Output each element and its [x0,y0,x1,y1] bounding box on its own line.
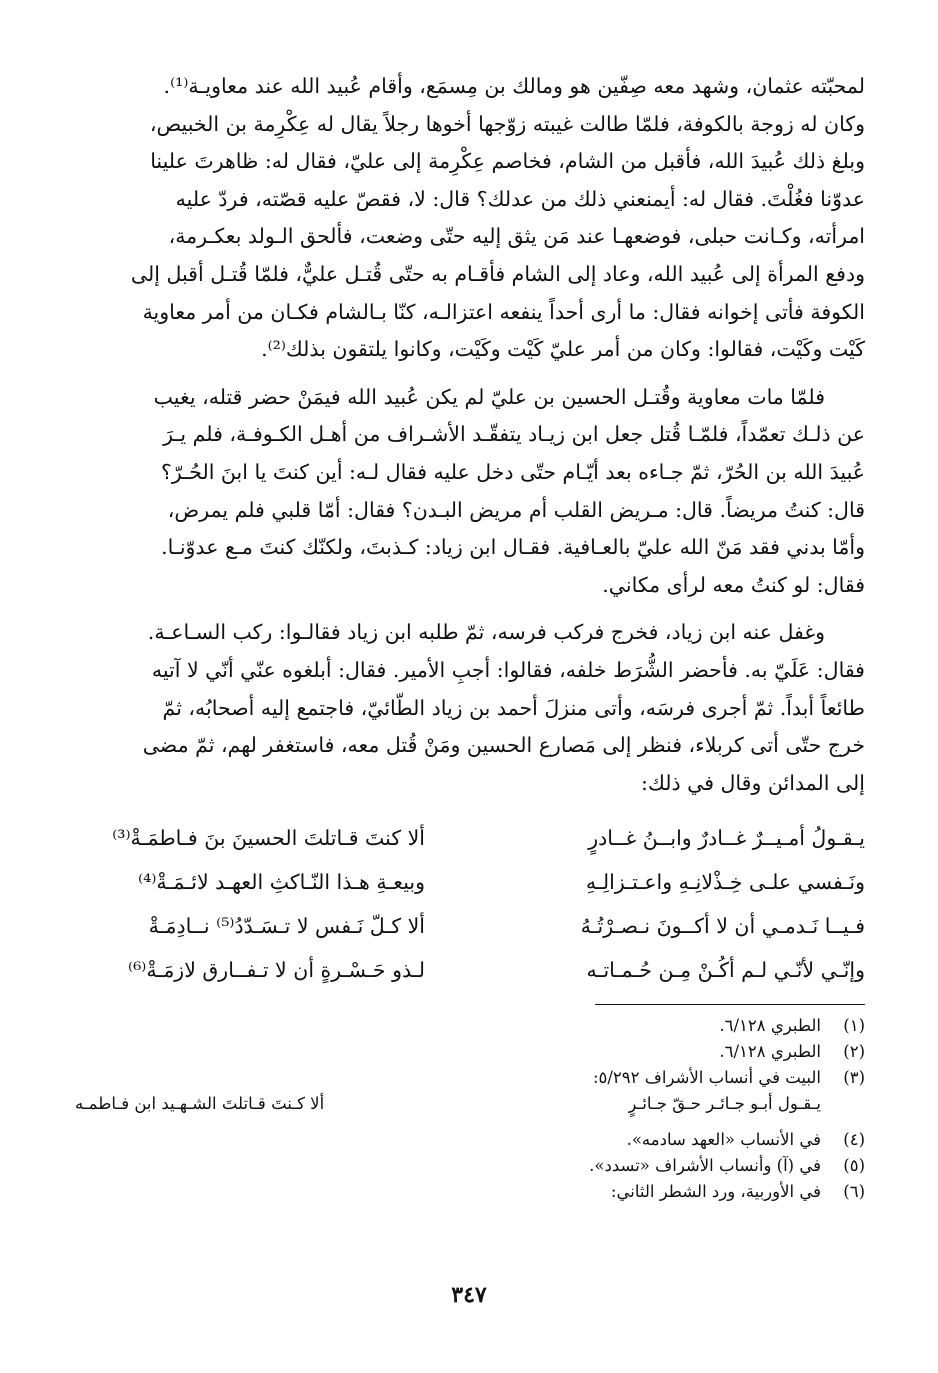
footnote-text: في الأوربية، ورد الشطر الثاني: [610,1182,821,1202]
footnote-number: (٤) [843,1130,865,1150]
paragraph-3 [75,614,865,802]
text-line: عن ذلـك تعمّداً، فلمّـا قُتل جعل ابن زيـاد يتفقّـد الأشـراف من أهـل الكـوفـة، فلم يـرَ [163,422,865,447]
paragraph-1 [75,68,865,369]
footnote-number: (٥) [843,1156,865,1176]
verse-first-hemistich: ونَـفسي علـى خِـذْلانِـهِ واعـتـزالِـهِ [585,870,865,895]
verse-second-hemistich: وبيعـةِ هـذا النّـاكثِ العهـد لائـمَـةْ⁽⁴⁾ [138,870,425,895]
text-line: وبلغ ذلك عُبيدَ الله، فأقبل من الشام، فخاصم عِكْرِمة إلى عليّ، فقال له: ظاهرتَ علينا [150,149,865,174]
poem-verse [75,904,865,948]
verse-second-hemistich: ألا كـلّ نَـفس لا تـسَـدّدُ⁽⁵⁾ نــادِمَـةْ [148,914,425,939]
footnote-text: الطبري ٦/١٢٨. [719,1016,821,1036]
footnote-text: البيت في أنساب الأشراف ٥/٢٩٢: [592,1068,821,1088]
text-line: إلى المدائن وقال في ذلك: [641,770,865,795]
footnote [75,1039,865,1065]
poem-verse [75,948,865,992]
footnote-number: (٣) [843,1068,865,1088]
verse-second-hemistich: لـذو حَـسْـرةٍ أن لا تـفــارق لازمَـةْ⁽⁶⁾ [128,958,425,983]
text-line: وأمّا بدني فقد مَنّ الله عليّ بالعـافية. فقـال ابن زياد: كـذبتَ، ولكنّك كنتَ مـع عدوّنـا. [161,535,865,560]
text-line: الكوفة فأتى إخوانه فقال: ما أرى أحداً ينفعه اعتزالـه، كنّا بـالشام فكـان من أمر معاوية [142,299,865,324]
footnote-text: في (آ) وأنساب الأشراف «تسدد». [589,1156,821,1176]
verse-second-hemistich: ألا كنتَ قـاتلتَ الحسينَ بنَ فـاطمَـةْ⁽³⁾ [112,826,425,851]
footnote-divider [595,1004,865,1005]
footnote-text: الطبري ٦/١٢٨. [719,1042,821,1062]
footnote-text: في الأنساب «العهد سادمه». [626,1130,821,1150]
page-body [75,68,865,1348]
poem-verse [75,816,865,860]
footnote [75,1013,865,1039]
footnote [75,1179,865,1205]
paragraph-2 [75,379,865,605]
text-line: خرج حتّى أتى كربلاء، فنظر إلى مَصارع الحسين ومَنْ قُتل معه، فاستغفر لهم، ثمّ مضى [142,733,865,758]
text-line: فقال: عَلَيّ به. فأحضر الشُّرَط خلفه، فقالوا: أجبِ الأمير. فقال: أبلغوه عنّي أنّي لا آتيه [151,657,865,682]
footnote [75,1153,865,1179]
poem-verse [75,860,865,904]
footnote-verse-second: ألا كـنتَ قـاتلتَ الشـهـيد ابن فـاطمـه [75,1094,325,1114]
text-line: طائعاً أبداً. ثمّ أجرى فرسَه، وأتى منزلَ أحمد بن زياد الطّائيّ، فاجتمع إليه أصحابُه، ثمّ [162,695,865,720]
text-line: لمحبّته عثمان، وشهد معه صِفّين هو ومالك بن مِسمَع، وأقام عُبيد الله عند معاويـة⁽¹⁾. [163,74,865,98]
text-line: قال: كنتُ مريضاً. قال: مـريض القلب أم مريض البـدن؟ فقال: أمّا قلبي فلم يمرض، [167,497,865,522]
footnote [75,1127,865,1153]
text-line: عُبيدَ الله بن الحُرّ، ثمّ جـاءه بعد أيّـام حتّى دخل عليه فقال لـه: أين كنتَ يا ابنَ الحُـرّ؟ [161,459,865,484]
page-number: ٣٤٧ [451,1282,487,1308]
poem [75,816,865,992]
footnotes [75,1013,865,1205]
footnote-number: (٦) [843,1182,865,1202]
verse-first-hemistich: يـقـولُ أمـيــرٌ غــادرٌ وابــنُ غــادرٍ [588,826,865,851]
text-line: فلمّا مات معاوية وقُتـل الحسين بن عليّ لم يكن عُبيد الله فيمَنْ حضر قتله، يغيب [153,384,825,409]
text-line: وغفل عنه ابن زياد، فخرج فركب فرسه، ثمّ طلبه ابن زياد فقالـوا: ركب السـاعـة. [147,620,825,645]
text-line: فقال: لو كنتُ معه لرأى مكاني. [602,572,865,597]
footnote-number: (٢) [843,1042,865,1062]
footnote-verse [75,1091,865,1117]
text-line: عدوّنا فغُلْتَ. فقال له: أيمنعني ذلك من عدلك؟ قال: لا، فقصّ عليه قصّته، فردّ عليه [175,186,865,211]
text-line: كَيْت وكَيْت، فقالوا: وكان من أمر عليّ كَيْت وكَيْت، وكانوا يلتقون بذلك⁽²⁾. [261,337,865,362]
footnote-verse-first: يـقـول أبـو جـائـر حـقّ جـائـرٍ [628,1094,821,1114]
verse-first-hemistich: فـيــا نَـدمـي أن لا أكــونَ نـصـرْتُـهُ [580,914,865,939]
footnote-number: (١) [843,1016,865,1036]
verse-first-hemistich: وإنّـي لأنّـي لـم أكُـنْ مِـن حُـمـاتـه [586,958,865,983]
footnote [75,1065,865,1091]
text-line: ودفع المرأة إلى عُبيد الله، وعاد إلى الشام فأقـام به حتّى قُتـل عليٌّ، فلمّا قُتـل أقبل إلى [130,261,865,286]
text-line: وكان له زوجة بالكوفة، فلمّا طالت غيبته زوّجها أخوها رجلاً يقال له عِكْرِمة بن الخبيص، [149,111,865,136]
text-line: امرأته، وكـانت حبلى، فوضعهـا عند مَن يثق إليه حتّى وضعت، فألحق الـولد بعكـرمة، [168,224,865,249]
